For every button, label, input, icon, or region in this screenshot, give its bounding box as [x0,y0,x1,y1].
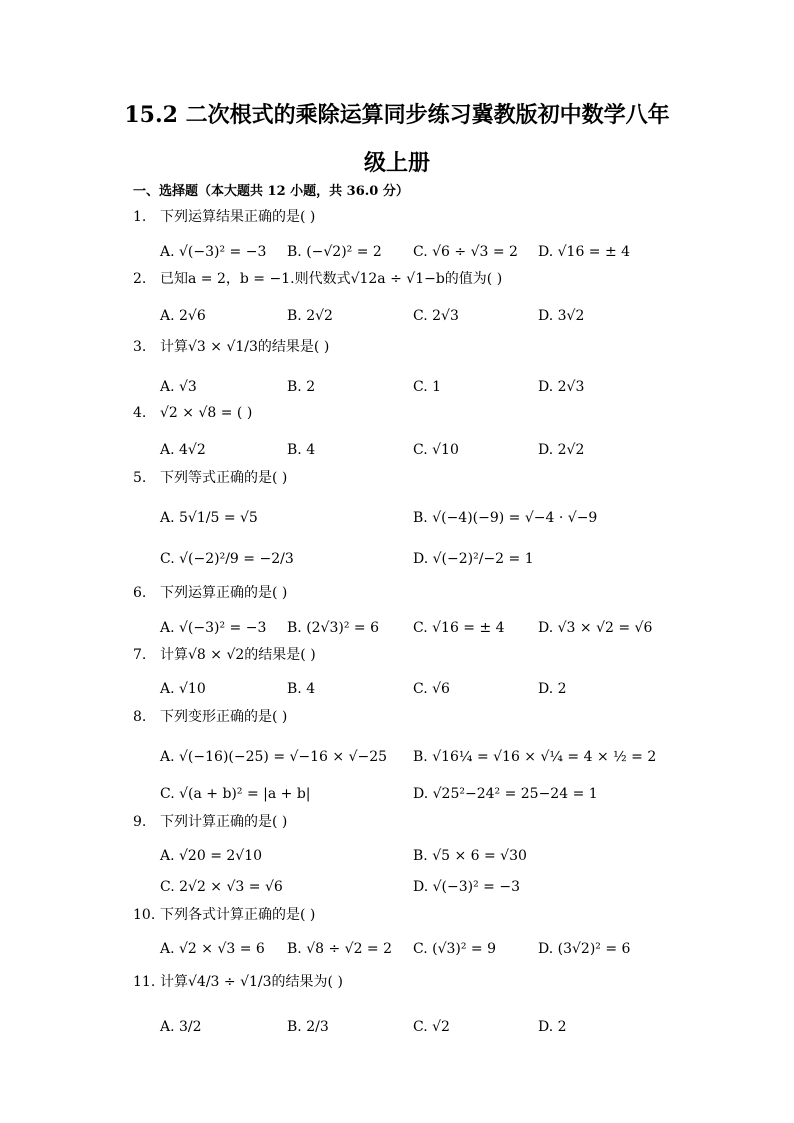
question-number: 2. [133,271,147,287]
section-heading: 一、选择题（本大题共 12 小题，共 36.0 分） [133,184,409,199]
question-text: 计算√4/3 ÷ √1/3的结果为( ) [160,974,343,990]
answer-option-d[interactable]: D. 2 [538,681,567,697]
answer-option-c[interactable]: C. √(−2)²/9 = −2/3 [160,551,294,567]
answer-option-d[interactable]: D. 2√2 [538,442,585,458]
answer-option-c[interactable]: C. 2√3 [413,308,459,324]
question-stem [133,405,252,421]
question-stem [133,268,502,288]
answer-option-a[interactable]: A. 2√6 [160,308,206,324]
question-text: 已知a = 2，b = −1.则代数式√12a ÷ √1−b的值为( ) [160,271,503,287]
answer-option-b[interactable]: B. 4 [287,442,316,458]
question-stem [133,467,287,487]
page-title-line2: 级上册 [363,150,430,176]
question-text: 计算√8 × √2的结果是( ) [160,647,316,663]
answer-option-a[interactable]: A. √20 = 2√10 [160,848,263,864]
answer-option-d[interactable]: D. 2 [538,1019,567,1035]
answer-option-c[interactable]: C. √2 [413,1019,450,1035]
answer-option-c[interactable]: C. (√3)² = 9 [413,941,497,957]
answer-option-b[interactable]: B. 4 [287,681,316,697]
question-stem [133,644,316,664]
answer-option-d[interactable]: D. √25²−24² = 25−24 = 1 [413,786,598,802]
question-text: 下列计算正确的是( ) [160,814,288,830]
answer-option-d[interactable]: D. √16 = ± 4 [538,244,631,260]
question-number: 1. [133,209,147,225]
answer-option-b[interactable]: B. 2/3 [287,1019,329,1035]
answer-option-b[interactable]: B. 2√2 [287,308,333,324]
answer-option-c[interactable]: C. √6 [413,681,450,697]
answer-option-a[interactable]: A. √3 [160,379,197,395]
answer-option-a[interactable]: A. 5√1/5 = √5 [160,510,258,526]
answer-option-c[interactable]: C. 1 [413,379,442,395]
question-number: 8. [133,709,147,725]
answer-option-c[interactable]: C. √(a + b)² = |a + b| [160,786,311,802]
answer-option-b[interactable]: B. √8 ÷ √2 = 2 [287,941,393,957]
answer-option-c[interactable]: C. √16 = ± 4 [413,620,505,636]
question-number: 3. [133,339,147,355]
answer-option-d[interactable]: D. 2√3 [538,379,585,395]
answer-option-c[interactable]: C. √6 ÷ √3 = 2 [413,244,518,260]
question-text: 计算√3 × √1/3的结果是( ) [160,339,330,355]
question-stem [133,706,287,726]
question-text: √2 × √8 = ( ) [160,405,253,421]
answer-option-d[interactable]: D. √(−2)²/−2 = 1 [413,551,534,567]
question-number: 4. [133,405,147,421]
answer-option-a[interactable]: A. √(−3)² = −3 [160,244,267,260]
answer-option-b[interactable]: B. √5 × 6 = √30 [413,848,527,864]
answer-option-b[interactable]: B. √(−4)(−9) = √−4 · √−9 [413,510,598,526]
answer-option-b[interactable]: B. (−√2)² = 2 [287,244,382,260]
question-number: 5. [133,470,147,486]
question-number: 9. [133,814,147,830]
answer-option-a[interactable]: A. 4√2 [160,442,206,458]
question-stem [133,206,315,226]
answer-option-d[interactable]: D. 3√2 [538,308,585,324]
answer-option-c[interactable]: C. √10 [413,442,459,458]
answer-option-b[interactable]: B. 2 [287,379,316,395]
question-stem [133,582,287,602]
answer-option-a[interactable]: A. √2 × √3 = 6 [160,941,265,957]
question-stem [133,971,343,991]
answer-option-d[interactable]: D. √3 × √2 = √6 [538,620,653,636]
answer-option-b[interactable]: B. (2√3)² = 6 [287,620,379,636]
question-text: 下列运算正确的是( ) [160,585,288,601]
answer-option-d[interactable]: D. √(−3)² = −3 [413,879,520,895]
answer-option-a[interactable]: A. √(−16)(−25) = √−16 × √−25 [160,749,388,765]
answer-option-a[interactable]: A. √10 [160,681,206,697]
page-title-line1: 15.2 二次根式的乘除运算同步练习冀教版初中数学八年 [124,102,670,128]
answer-option-d[interactable]: D. (3√2)² = 6 [538,941,631,957]
answer-option-b[interactable]: B. √16¼ = √16 × √¼ = 4 × ½ = 2 [413,749,657,765]
answer-option-a[interactable]: A. √(−3)² = −3 [160,620,267,636]
question-text: 下列等式正确的是( ) [160,470,288,486]
answer-option-c[interactable]: C. 2√2 × √3 = √6 [160,879,283,895]
question-stem [133,904,315,924]
question-number: 7. [133,647,147,663]
answer-option-a[interactable]: A. 3/2 [160,1019,202,1035]
question-number: 6. [133,585,147,601]
question-text: 下列运算结果正确的是( ) [160,209,316,225]
question-text: 下列变形正确的是( ) [160,709,288,725]
question-stem [133,336,329,356]
question-text: 下列各式计算正确的是( ) [160,907,316,923]
question-stem [133,811,287,831]
question-number: 11. [133,974,156,990]
question-number: 10. [133,907,156,923]
